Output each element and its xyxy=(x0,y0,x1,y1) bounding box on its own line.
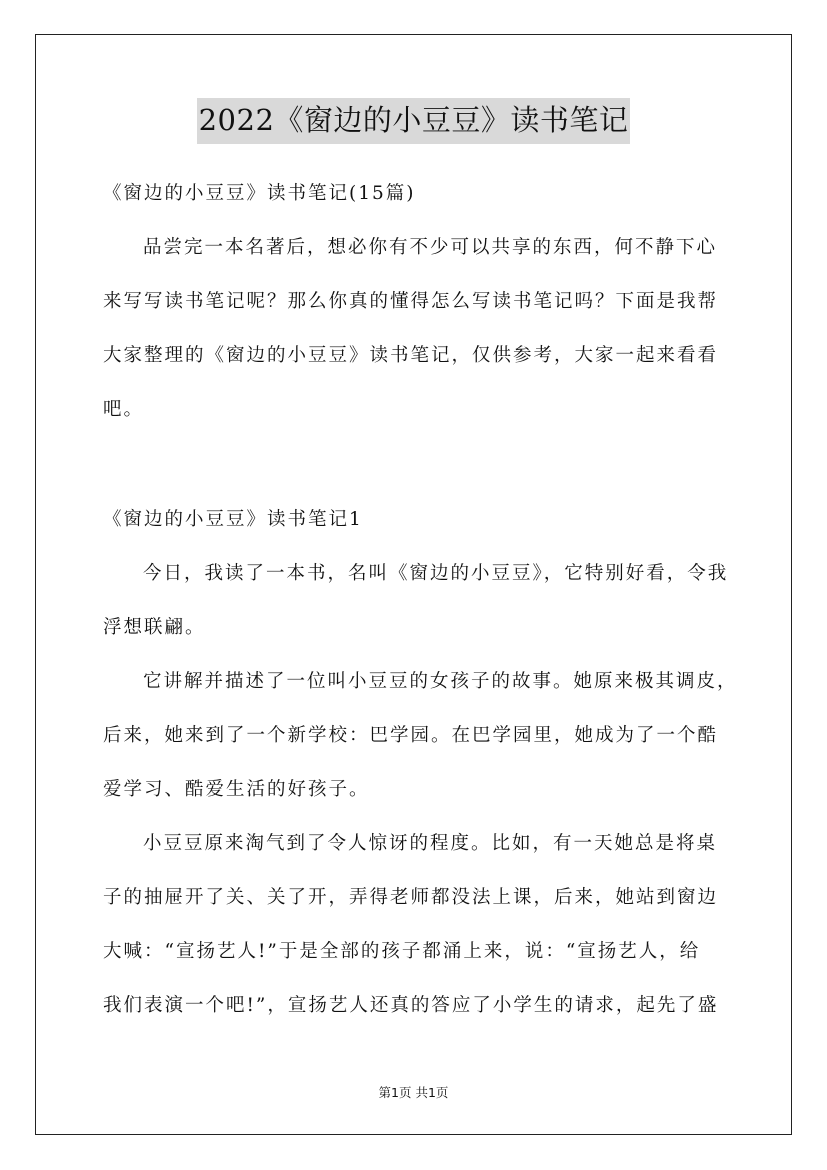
intro-line-1: 品尝完一本名著后，想必你有不少可以共享的东西，何不静下心 xyxy=(143,237,718,258)
body-line-2: 浮想联翩。 xyxy=(103,617,206,638)
body-line-3: 它讲解并描述了一位叫小豆豆的女孩子的故事。她原来极其调皮， xyxy=(143,671,738,692)
body-line-1: 今日，我读了一本书，名叫《窗边的小豆豆》，它特别好看，令我 xyxy=(143,563,729,584)
body-line-6: 小豆豆原来淘气到了令人惊讶的程度。比如，有一天她总是将桌 xyxy=(143,833,718,854)
intro-line-3: 大家整理的《窗边的小豆豆》读书笔记，仅供参考，大家一起来看看 xyxy=(103,345,719,366)
section-heading: 《窗边的小豆豆》读书笔记1 xyxy=(103,509,363,530)
intro-line-2: 来写写读书笔记呢？那么你真的懂得怎么写读书笔记吗？下面是我帮 xyxy=(103,291,719,312)
body-line-5: 爱学习、酷爱生活的好孩子。 xyxy=(103,779,370,800)
intro-line-4: 吧。 xyxy=(103,399,145,420)
page-footer: 第1页 共1页 xyxy=(378,1085,449,1100)
body-line-7: 子的抽屉开了关、关了开，弄得老师都没法上课，后来，她站到窗边 xyxy=(103,887,719,908)
title-container xyxy=(0,98,827,144)
body-line-4: 后来，她来到了一个新学校：巴学园。在巴学园里，她成为了一个酷 xyxy=(103,725,719,746)
document-title: 2022《窗边的小豆豆》读书笔记 xyxy=(197,98,631,144)
body-line-8: 大喊：“宣扬艺人!”于是全部的孩子都涌上来，说：“宣扬艺人，给 xyxy=(103,941,701,962)
body-line-9: 我们表演一个吧!”，宣扬艺人还真的答应了小学生的请求，起先了盛 xyxy=(103,995,719,1016)
document-subtitle: 《窗边的小豆豆》读书笔记(15篇) xyxy=(103,183,416,204)
